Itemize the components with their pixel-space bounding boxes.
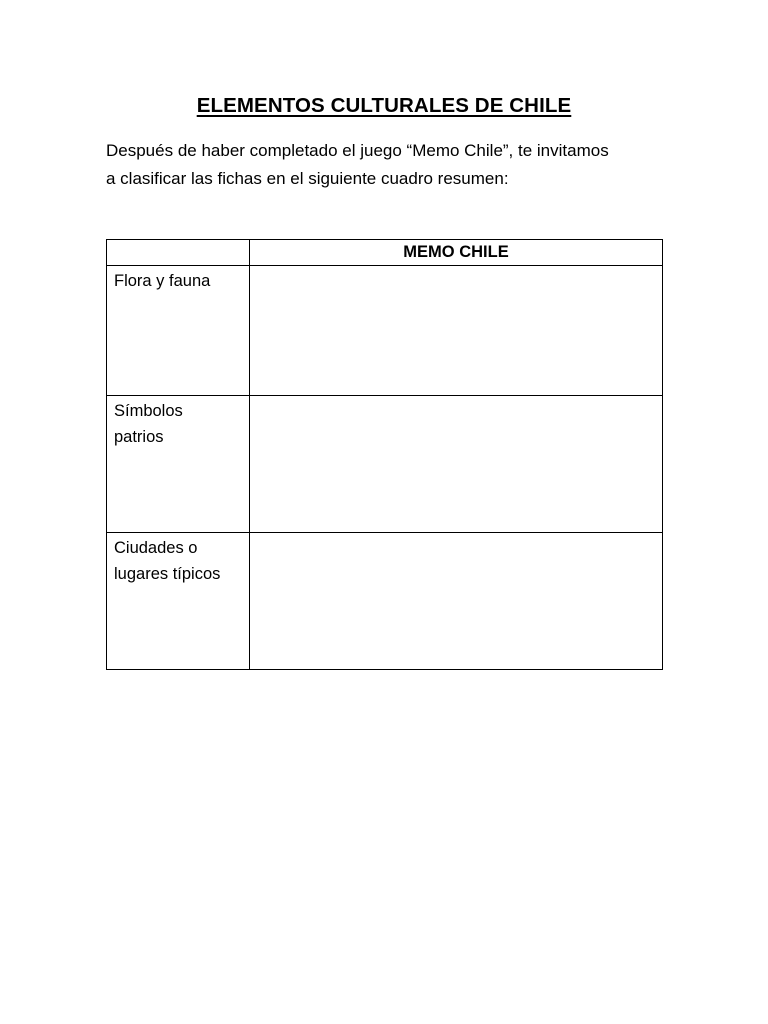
row-label-text-line-1: Símbolos [114, 402, 183, 420]
row-label-simbolos-patrios [107, 396, 250, 533]
table-row [107, 266, 663, 396]
answer-cell-ciudades-lugares[interactable] [250, 533, 663, 670]
table-header-memo-chile: MEMO CHILE [250, 240, 663, 266]
instructions-line-1: Después de haber completado el juego “Memo Chile”, te invitamos [106, 141, 609, 160]
page-title: ELEMENTOS CULTURALES DE CHILE [196, 94, 572, 117]
row-label-text: Flora y fauna [114, 272, 211, 290]
table-header-row [107, 240, 663, 266]
summary-table [106, 239, 663, 670]
row-label-text-line-2: lugares típicos [114, 565, 221, 583]
table-header-empty-cell [107, 240, 250, 266]
row-label-text-line-1: Ciudades o [114, 539, 198, 557]
table-row [107, 396, 663, 533]
answer-cell-simbolos-patrios[interactable] [250, 396, 663, 533]
instructions-paragraph [106, 137, 676, 193]
row-label-flora-fauna [107, 266, 250, 396]
answer-cell-flora-fauna[interactable] [250, 266, 663, 396]
row-label-text-line-2: patrios [114, 428, 164, 446]
table-row [107, 533, 663, 670]
instructions-line-2: a clasificar las fichas en el siguiente cuadro resumen: [106, 169, 509, 188]
row-label-ciudades-lugares [107, 533, 250, 670]
